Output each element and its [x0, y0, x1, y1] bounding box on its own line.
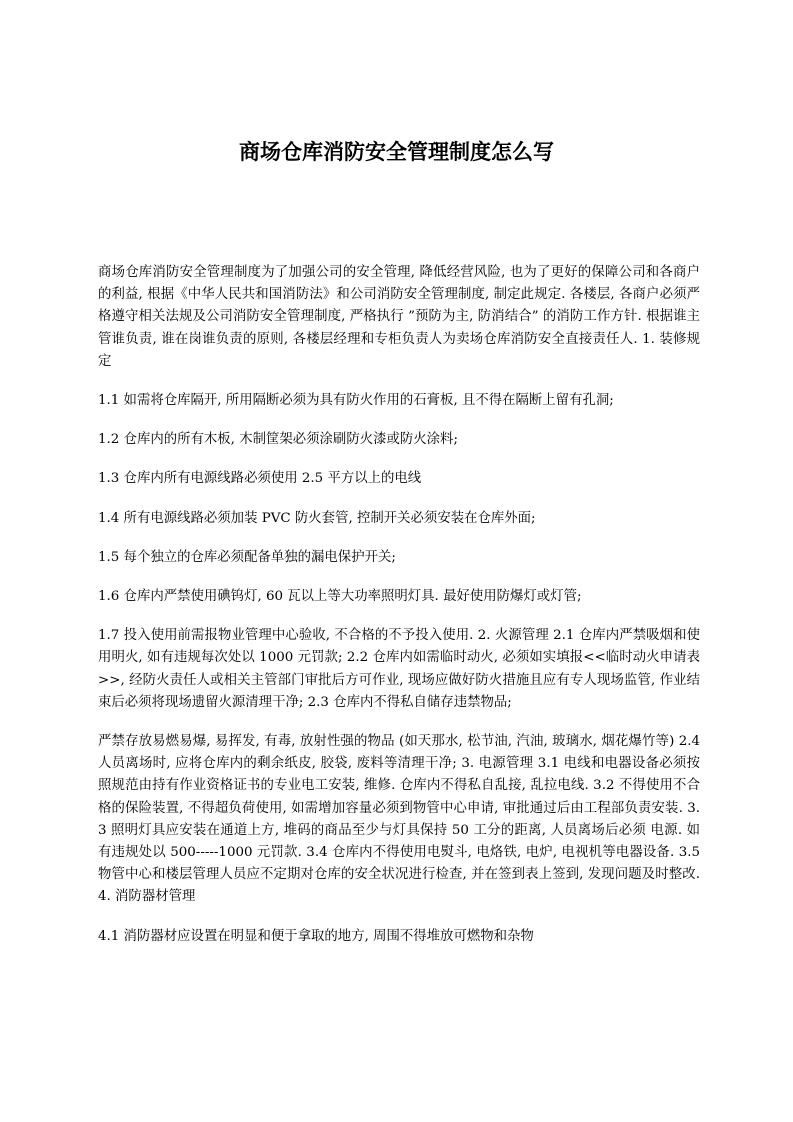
paragraph-storage-power: 严禁存放易燃易爆, 易挥发, 有毒, 放射性强的物品 (如天那水, 松节油, 汽油, 玻璃水, 烟花爆竹等) 2.4 人员离场时, 应将仓库内的剩余纸皮, 胶袋, 废料等清理干净; 3. 电源管理 3.1 电线和电器设备必须按照规范由持有作业资格证书的专业电工安装, 维修. 仓库内不得私自乱接, 乱拉电线. 3.2 不得使用不合格的保险装置, 不得超负荷使用, 如需增加容量必须到物管中心申请, 审批通过后由工程部负责安装. 3.3 照明灯具应安装在通道上方, 堆码的商品至少与灯具保持 50 工分的距离, 人员离场后必须 电源. 如有违规处以 500-----1000 元罚款. 3.4 仓库内不得使用电熨斗, 电烙铁, 电炉, 电视机等电器设备. 3.5 物管中心和楼层管理人员应不定期对仓库的安全状况进行检查, 并在签到表上签到, 发现问题及时整改. 4. 消防器材管理 [98, 734, 700, 905]
paragraph-1-6: 1.6 仓库内严禁使用碘钨灯, 60 瓦以上等大功率照明灯具. 最好使用防爆灯或灯管; [98, 589, 582, 605]
paragraph-1-1: 1.1 如需将仓库隔开, 所用隔断必须为具有防火作用的石膏板, 且不得在隔断上留有孔洞; [98, 393, 614, 409]
document-title: 商场仓库消防安全管理制度怎么写 [239, 140, 554, 164]
document-body [98, 262, 700, 965]
paragraph-1-4: 1.4 所有电源线路必须加装 PVC 防火套管, 控制开关必须安装在仓库外面; [98, 510, 536, 526]
paragraph-1-2: 1.2 仓库内的所有木板, 木制筐架必须涂刷防火漆或防火涂料; [98, 432, 458, 448]
paragraph-intro: 商场仓库消防安全管理制度为了加强公司的安全管理, 降低经营风险, 也为了更好的保障公司和各商户的利益, 根据《中华人民共和国消防法》和公司消防安全管理制度, 制定此规定. 各楼层, 各商户必须严格遵守相关法规及公司消防安全管理制度, 严格执行 ”预防为主, 防消结合” 的消防工作方针. 根据谁主管谁负责, 谁在岗谁负责的原则, 各楼层经理和专柜负责人为卖场仓库消防安全直接责任人. 1. 装修规定 [98, 265, 700, 369]
paragraph-1-5: 1.5 每个独立的仓库必须配备单独的漏电保护开关; [98, 549, 396, 565]
paragraph-4-1: 4.1 消防器材应设置在明显和便于拿取的地方, 周围不得堆放可燃物和杂物 [98, 928, 534, 944]
paragraph-1-7: 1.7 投入使用前需报物业管理中心验收, 不合格的不予投入使用. 2. 火源管理 2.1 仓库内严禁吸烟和使用明火, 如有违规每次处以 1000 元罚款; 2.2 仓库内如需临时动火, 必须如实填报<<临时动火申请表>>, 经防火责任人或相关主管部门审批后方可作业, 现场应做好防火措施且应有专人现场监管, 作业结束后必须将现场遗留火源清理干净; 2.3 仓库内不得私自储存违禁物品; [98, 628, 700, 710]
paragraph-1-3: 1.3 仓库内所有电源线路必须使用 2.5 平方以上的电线 [98, 471, 422, 487]
